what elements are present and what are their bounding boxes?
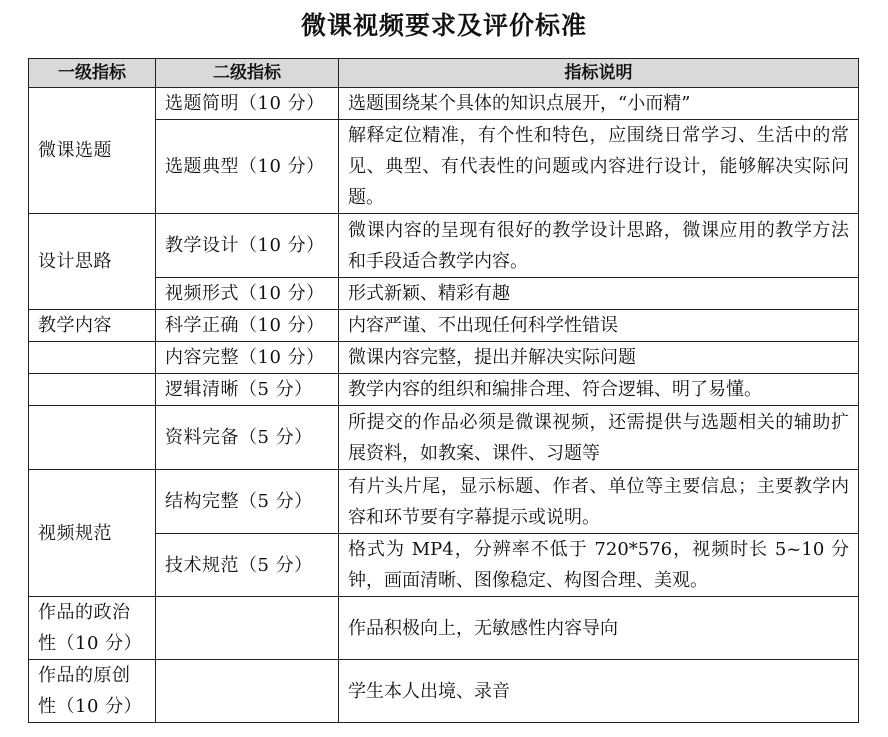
level1-cell	[29, 406, 156, 470]
document-title: 微课视频要求及评价标准	[300, 11, 587, 40]
description-cell: 内容严谨、不出现任何科学性错误	[339, 310, 859, 342]
table-row	[29, 342, 859, 374]
level2-cell: 逻辑清晰（5 分）	[156, 374, 339, 406]
level1-cell	[29, 374, 156, 406]
level2-cell: 视频形式（10 分）	[156, 278, 339, 310]
level2-cell: 科学正确（10 分）	[156, 310, 339, 342]
level2-cell: 选题典型（10 分）	[156, 120, 339, 214]
table-row	[29, 374, 859, 406]
description-cell: 解释定位精准，有个性和特色，应围绕日常学习、生活中的常见、典型、有代表性的问题或内容进行设计，能够解决实际问题。	[339, 120, 859, 214]
level2-cell: 资料完备（5 分）	[156, 406, 339, 470]
description-cell: 有片头片尾，显示标题、作者、单位等主要信息；主要教学内容和环节要有字幕提示或说明。	[339, 470, 859, 534]
level2-cell: 选题简明（10 分）	[156, 88, 339, 120]
level1-cell: 教学内容	[29, 310, 156, 342]
description-cell: 学生本人出境、录音	[339, 660, 859, 723]
level1-cell: 作品的原创性（10 分）	[29, 660, 156, 723]
description-cell: 格式为 MP4，分辨率不低于 720*576，视频时长 5~10 分钟，画面清晰、图像稳定、构图合理、美观。	[339, 534, 859, 597]
table-row	[29, 406, 859, 470]
table-row	[29, 660, 859, 723]
level2-cell: 技术规范（5 分）	[156, 534, 339, 597]
description-cell: 作品积极向上，无敏感性内容导向	[339, 597, 859, 660]
description-cell: 选题围绕某个具体的知识点展开，“小而精”	[339, 88, 859, 120]
table-header-row	[29, 59, 859, 88]
level1-cell: 微课选题	[29, 88, 156, 214]
table-row	[29, 310, 859, 342]
level1-cell: 视频规范	[29, 470, 156, 597]
level2-cell	[156, 597, 339, 660]
description-cell: 形式新颖、精彩有趣	[339, 278, 859, 310]
description-cell: 微课内容的呈现有很好的教学设计思路，微课应用的教学方法和手段适合教学内容。	[339, 214, 859, 278]
level2-cell: 教学设计（10 分）	[156, 214, 339, 278]
table-row	[29, 88, 859, 120]
header-description: 指标说明	[339, 59, 859, 88]
level2-cell: 内容完整（10 分）	[156, 342, 339, 374]
evaluation-table	[28, 58, 859, 723]
level1-cell: 作品的政治性（10 分）	[29, 597, 156, 660]
level1-cell: 设计思路	[29, 214, 156, 310]
table-row	[29, 597, 859, 660]
table-row	[29, 470, 859, 534]
description-cell: 所提交的作品必须是微课视频，还需提供与选题相关的辅助扩展资料，如教案、课件、习题等	[339, 406, 859, 470]
description-cell: 微课内容完整，提出并解决实际问题	[339, 342, 859, 374]
header-level2: 二级指标	[156, 59, 339, 88]
level2-cell: 结构完整（5 分）	[156, 470, 339, 534]
level1-cell	[29, 342, 156, 374]
description-cell: 教学内容的组织和编排合理、符合逻辑、明了易懂。	[339, 374, 859, 406]
table-row	[29, 214, 859, 278]
level2-cell	[156, 660, 339, 723]
header-level1: 一级指标	[29, 59, 156, 88]
